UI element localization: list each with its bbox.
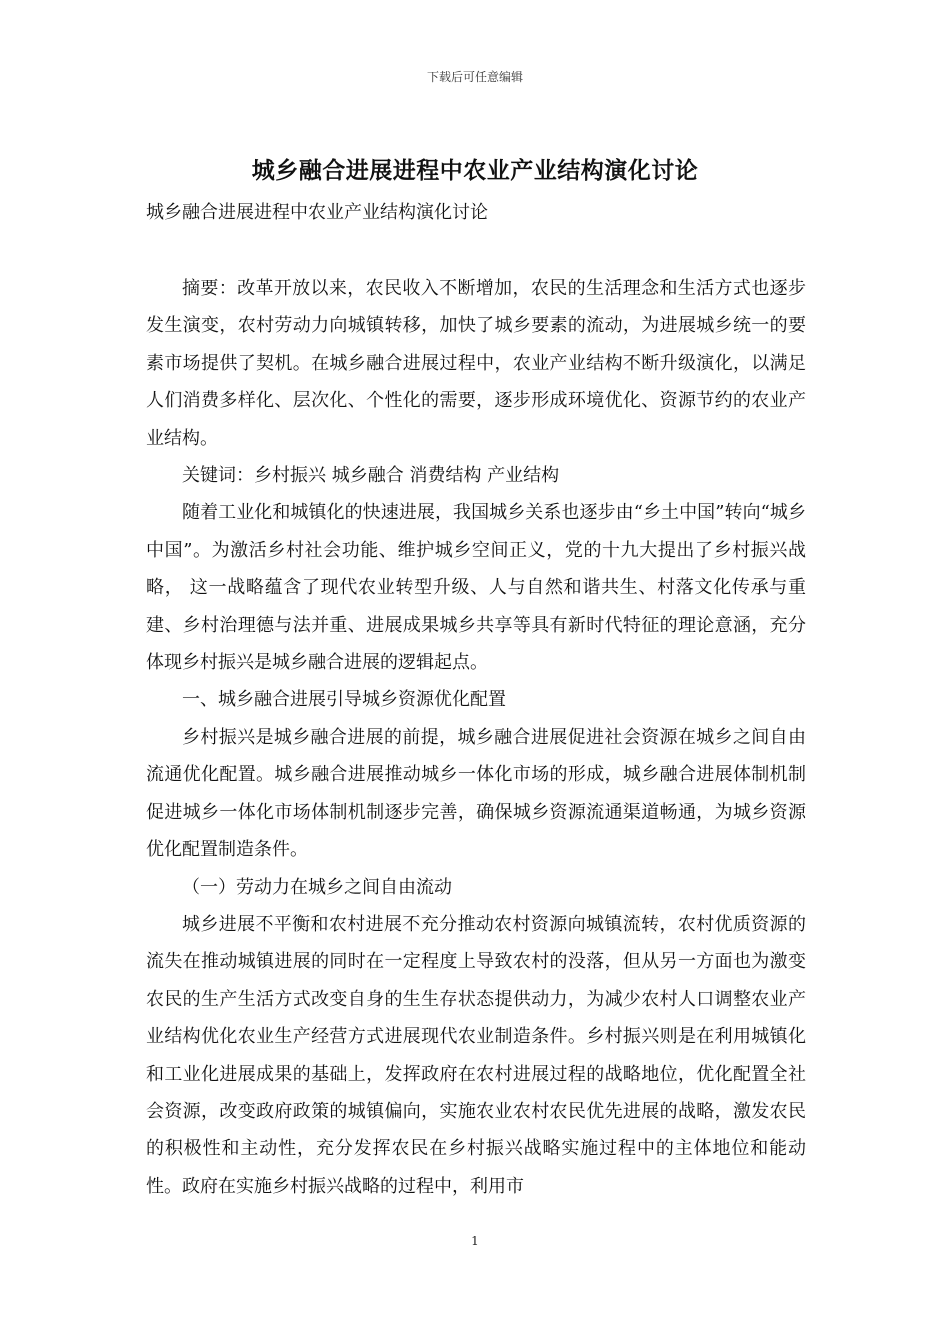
page-number: 1	[471, 1234, 479, 1248]
section-heading-1: 一、城乡融合进展引导城乡资源优化配置	[182, 689, 506, 711]
body-text	[146, 270, 806, 1205]
header-note: 下载后可任意编辑	[426, 70, 523, 84]
abstract-paragraph: 摘要：改革开放以来，农民收入不断增加，农民的生活理念和生活方式也逐步发生演变，农村劳动力向城镇转移，加快了城乡要素的流动，为进展城乡统一的要素市场提供了契机。在城乡融合进展过程中，农业产业结构不断升级演化，以满足人们消费多样化、层次化、个性化的需要，逐步形成环境优化、资源节约的农业产业结构。	[146, 278, 806, 449]
intro-paragraph: 随着工业化和城镇化的快速进展，我国城乡关系也逐步由“乡土中国”转向“城乡中国”。为激活乡村社会功能、维护城乡空间正义，党的十九大提出了乡村振兴战略， 这一战略蕴含了现代农业转型升级、人与自然和谐共生、村落文化传承与重建、乡村治理德与法并重、进展成果城乡共享等具有新时代特征的理论意涵，充分体现乡村振兴是城乡融合进展的逻辑起点。	[146, 502, 806, 674]
subsection-heading-1: （一）劳动力在城乡之间自由流动	[182, 876, 452, 898]
document-title: 城乡融合进展进程中农业产业结构演化讨论	[251, 158, 699, 184]
subsection-1-paragraph: 城乡进展不平衡和农村进展不充分推动农村资源向城镇流转，农村优质资源的流失在推动城镇进展的同时在一定程度上导致农村的没落，但从另一方面也为激变农民的生产生活方式改变自身的生生存状态提供动力，为减少农村人口调整农业产业结构优化农业生产经营方式进展现代农业制造条件。乡村振兴则是在利用城镇化和工业化进展成果的基础上，发挥政府在农村进展过程的战略地位，优化配置全社会资源，改变政府政策的城镇偏向，实施农业农村农民优先进展的战略，激发农民的积极性和主动性，充分发挥农民在乡村振兴战略实施过程中的主体地位和能动性。政府在实施乡村振兴战略的过程中，利用市	[146, 913, 806, 1197]
keywords-paragraph: 关键词：乡村振兴 城乡融合 消费结构 产业结构	[182, 465, 560, 487]
section-1-paragraph: 乡村振兴是城乡融合进展的前提，城乡融合进展促进社会资源在城乡之间自由流通优化配置。城乡融合进展推动城乡一体化市场的形成，城乡融合进展体制机制促进城乡一体化市场体制机制逐步完善，确保城乡资源流通渠道畅通，为城乡资源优化配置制造条件。	[146, 726, 806, 861]
document-subtitle: 城乡融合进展进程中农业产业结构演化讨论	[146, 202, 488, 223]
